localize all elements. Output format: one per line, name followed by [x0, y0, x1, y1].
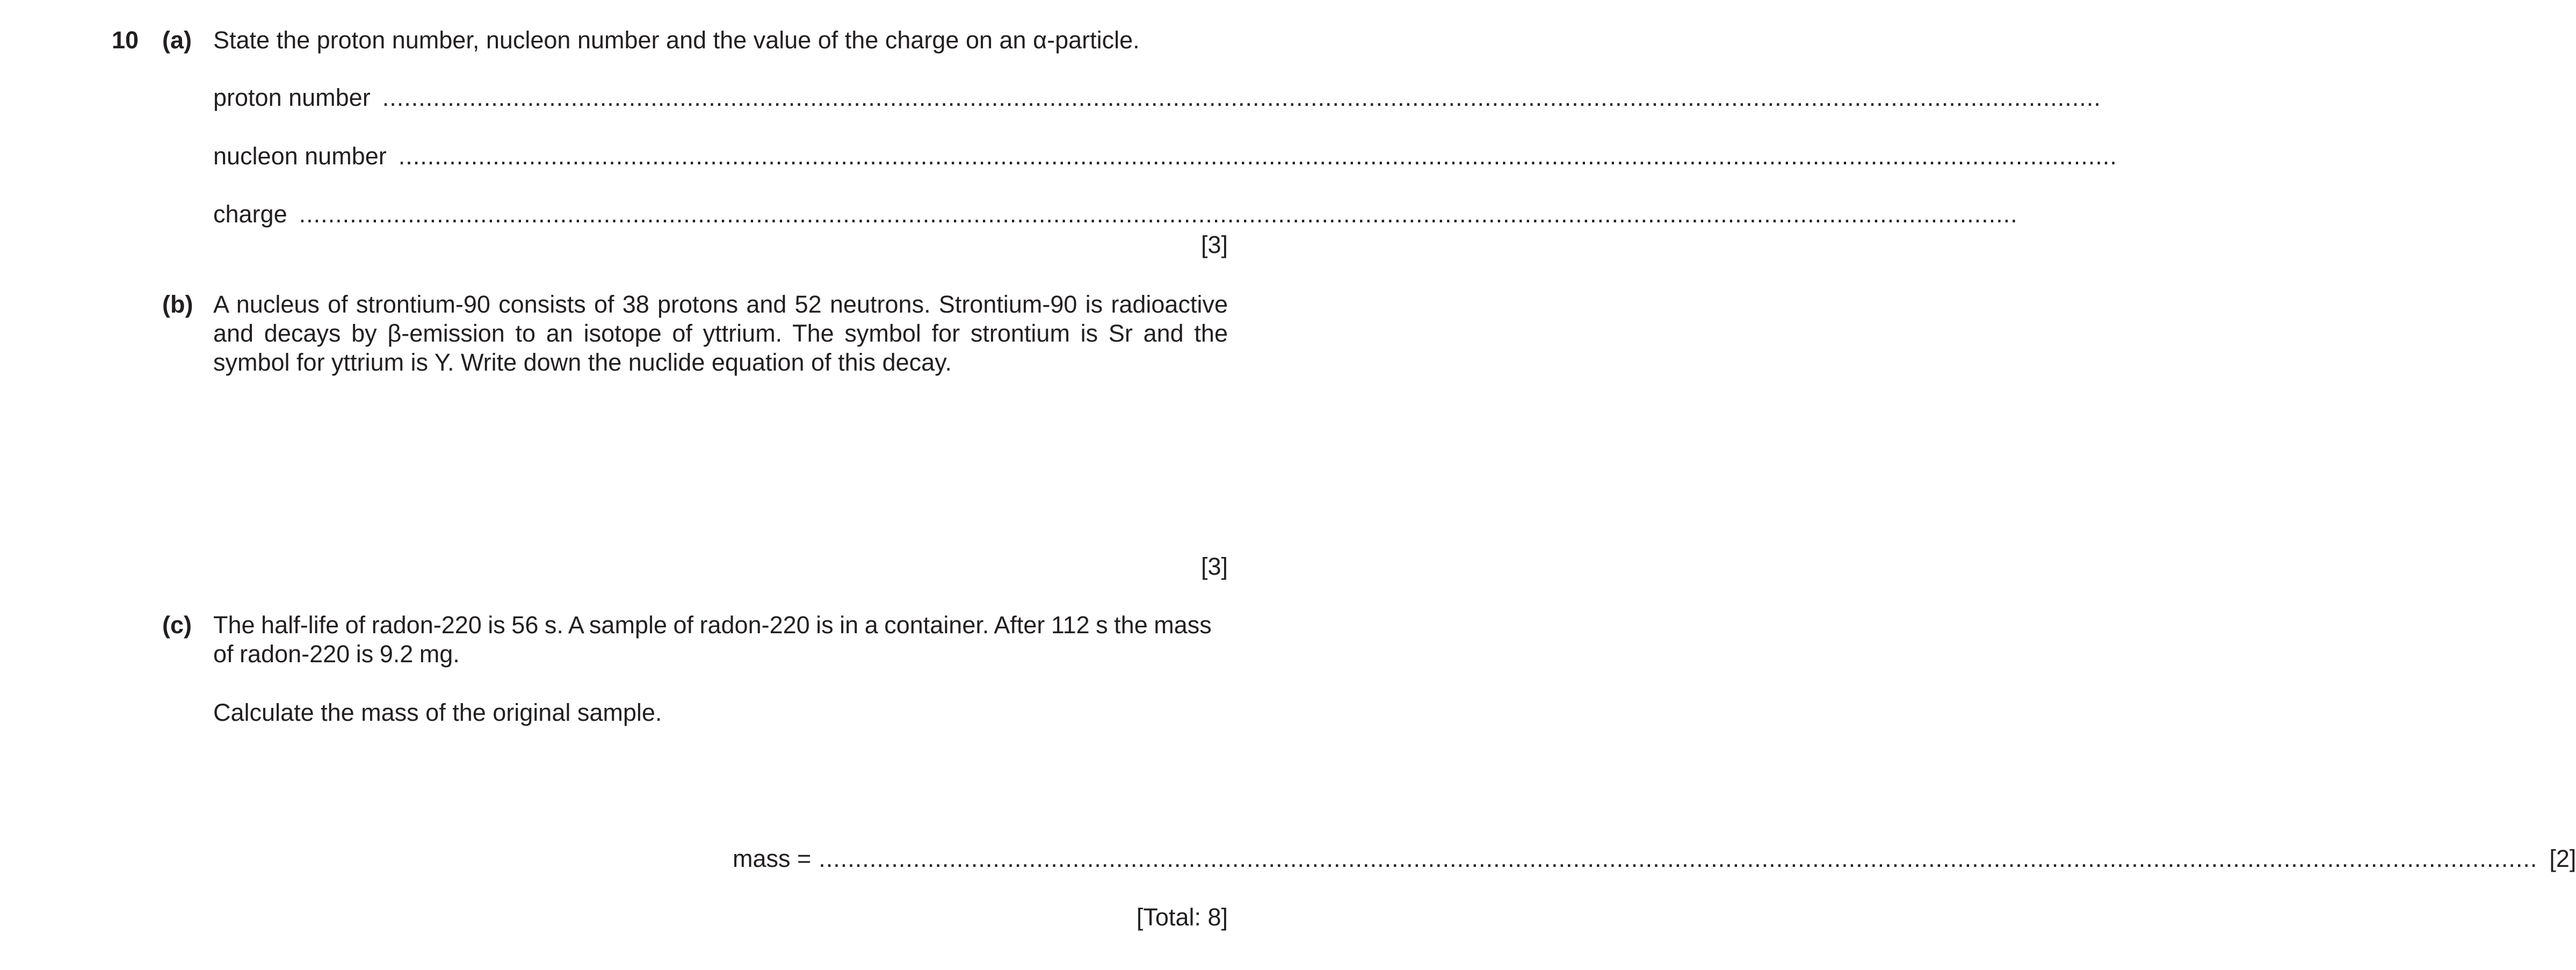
part-c-label: (c) [162, 611, 192, 639]
part-b-mark: [3] [1200, 553, 1228, 580]
nucleon-number-answer-line[interactable]: ............................................................................................................................................................................................................................................. [398, 142, 2117, 170]
nucleon-number-field[interactable] [213, 142, 2117, 171]
proton-number-field[interactable] [213, 83, 2101, 112]
charge-field[interactable] [213, 200, 2018, 229]
mass-answer-field[interactable] [733, 844, 2576, 873]
charge-label: charge [213, 200, 287, 228]
part-c-working-area[interactable] [213, 736, 1228, 843]
mass-label: mass = [733, 845, 812, 872]
nucleon-number-label: nucleon number [213, 142, 387, 170]
part-a-text: State the proton number, nucleon number and the value of the charge on an α-particle. [213, 26, 1140, 54]
part-c-instruction: Calculate the mass of the original sample. [213, 699, 662, 726]
part-c-text: The half-life of radon-220 is 56 s. A sample of radon-220 is in a container. After 112 s the mass of radon-220 is 9.2 mg. [213, 611, 1212, 668]
part-a-label: (a) [162, 26, 192, 54]
charge-answer-line[interactable]: ............................................................................................................................................................................................................................................. [299, 200, 2018, 228]
proton-number-label: proton number [213, 84, 371, 111]
part-b-text: A nucleus of strontium-90 consists of 38 protons and 52 neutrons. Strontium-90 is radioactive and decays by β-emission to an isotope of yttrium. The symbol for strontium is Sr and the symbol for yttrium is Y. Write down the nuclide equation of this decay. [213, 291, 1228, 376]
part-c-mark: [2] [2549, 845, 2576, 872]
total-marks: [Total: 8] [1136, 903, 1228, 931]
part-b-answer-area[interactable] [213, 387, 1228, 548]
part-b-label: (b) [162, 291, 193, 318]
proton-number-answer-line[interactable]: ............................................................................................................................................................................................................................................. [382, 84, 2101, 111]
question-number: 10 [112, 26, 139, 54]
part-a-mark: [3] [1200, 231, 1228, 258]
mass-answer-line[interactable]: ............................................................................................................................................................................................................................................. [819, 845, 2538, 872]
